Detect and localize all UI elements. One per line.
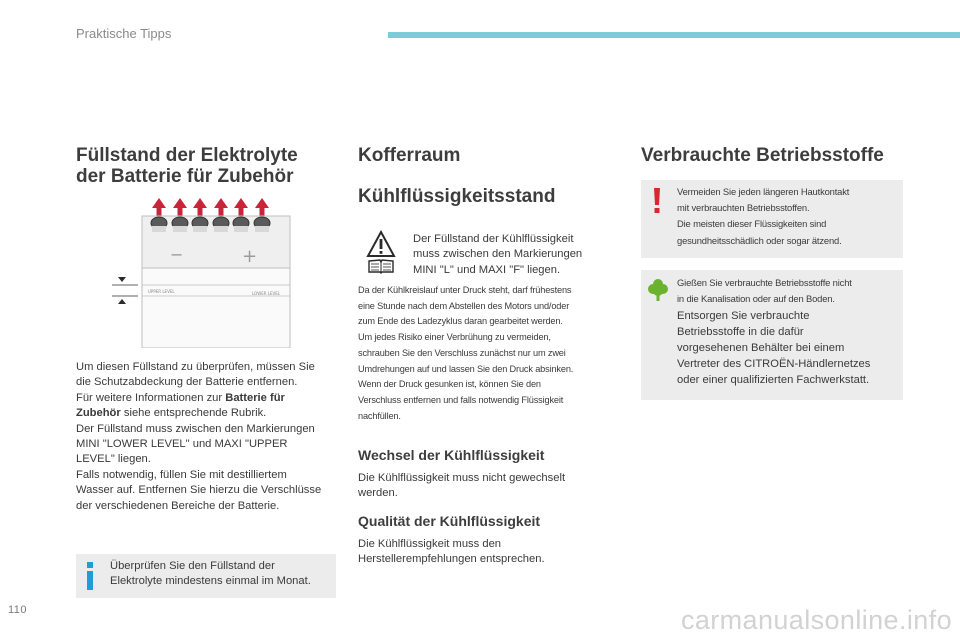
svg-text:−: − (170, 245, 184, 264)
battery-figure (108, 196, 308, 348)
svg-text:+: + (242, 246, 258, 267)
coolant-level-heading: Kühlflüssigkeitsstand (358, 186, 556, 207)
section-title: Praktische Tipps (76, 26, 172, 41)
coolant-warning-text: Da der Kühlkreislauf unter Druck steht, darf frühestens eine Stunde nach dem Abstellen des Motors und/oder zum Ende des Ladezyklus daran gearbeitet werden. Um jedes Risiko einer Verbrühung zu vermeiden, schrauben Sie den Verschluss zunächst nur um zwei Umdrehungen auf und lassen Sie den Druck absinken. Wenn der Druck gesunken ist, können Sie den Verschluss entfernen und falls notwendig Flüssigkeit nachfüllen. (358, 285, 574, 421)
used-fluids-heading: Verbrauchte Betriebsstoffe (641, 145, 884, 166)
red-arrow-icons (152, 198, 269, 216)
info-box: Überprüfen Sie den Füllstand der Elektrolyte mindestens einmal im Monat. (76, 554, 336, 598)
battery-heading: Füllstand der Elektrolyte der Batterie für Zubehör (76, 145, 298, 187)
disposal-eco-box: Gießen Sie verbrauchte Betriebsstoffe nicht in die Kanalisation oder auf den Boden. Entsorgen Sie verbrauchte Betriebsstoffe in die dafür vorgesehenen Behälter bei einem Vertreter des CITROËN-Händlernetzes oder einer qualifizierten Fachwerkstatt. (641, 270, 903, 400)
skin-contact-warning-box: Vermeiden Sie jeden längeren Hautkontakt mit verbrauchten Betriebsstoffen. Die meisten dieser Flüssigkeiten sind gesundheitsschädlich oder sogar ätzend. (641, 180, 903, 258)
warning-book-icon (366, 230, 396, 274)
eco-tree-icon (648, 278, 668, 302)
svg-text:LOWER LEVEL: LOWER LEVEL (252, 291, 281, 296)
watermark: carmanualsonline.info (680, 605, 952, 635)
coolant-change-text: Die Kühlflüssigkeit muss nicht gewechselt werden. (358, 472, 566, 500)
svg-text:UPPER LEVEL: UPPER LEVEL (148, 289, 175, 294)
info-icon (86, 562, 94, 590)
page-number: 110 (8, 604, 28, 616)
coolant-intro: Der Füllstand der Kühlflüssigkeit muss zwischen den Markierungen MINI "L" und MAXI "F" liegen. (413, 233, 583, 276)
battery-paragraph: Um diesen Füllstand zu überprüfen, müssen Sie die Schutzabdeckung der Batterie entfernen. Für weitere Informationen zur Batterie für Zubehör siehe entsprechende Rubrik. Der Füllstand muss zwischen den Markierungen MINI "LOWER LEVEL" und MAXI "UPPER LEVEL" liegen. Falls notwendig, füllen Sie mit destilliertem Wasser auf. Entfernen Sie hierzu die Verschlüsse der verschiedenen Bereiche der Batterie. (76, 361, 322, 512)
exclamation-icon (653, 188, 661, 214)
header-accent-bar (388, 32, 960, 38)
coolant-change-heading: Wechsel der Kühlflüssigkeit (358, 447, 545, 463)
coolant-quality-text: Die Kühlflüssigkeit muss den Herstellerempfehlungen entsprechen. (358, 538, 545, 566)
coolant-quality-heading: Qualität der Kühlflüssigkeit (358, 513, 541, 529)
trunk-heading: Kofferraum (358, 145, 461, 166)
